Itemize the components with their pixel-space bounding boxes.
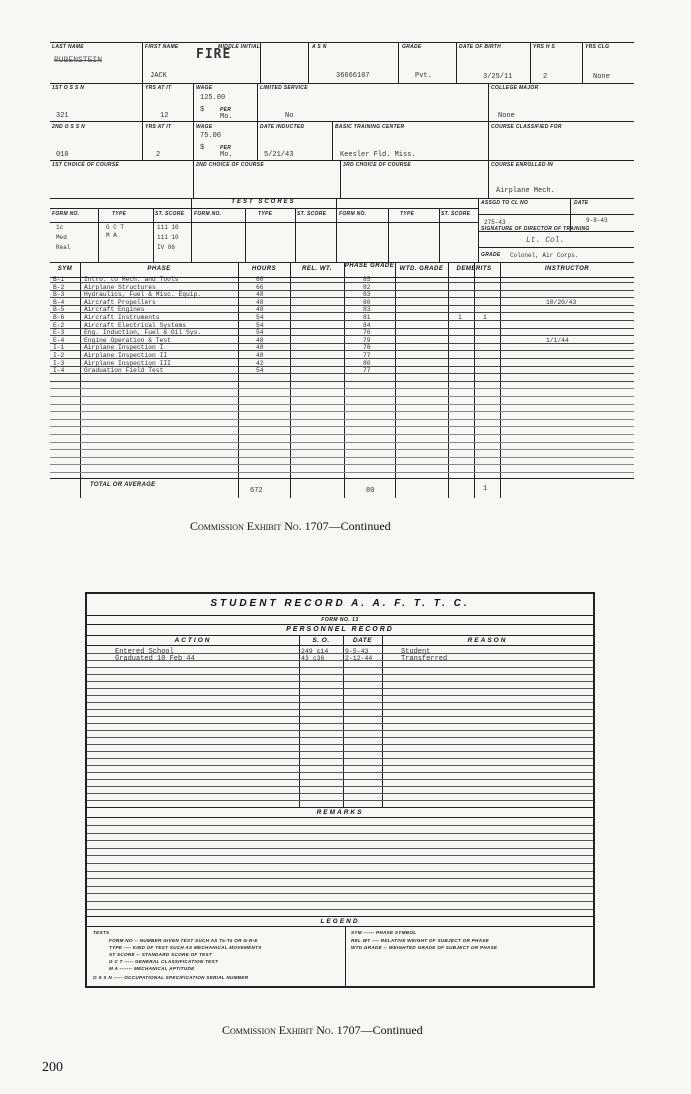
col-divider	[332, 121, 333, 160]
row-divider	[50, 222, 478, 223]
phase-row-line	[50, 449, 634, 450]
col-divider	[488, 83, 489, 198]
phase-cell-grade: 77	[363, 352, 371, 359]
phase-row-line	[50, 434, 634, 435]
col-divider	[308, 42, 309, 83]
label-signature: SIGNATURE OF DIRECTOR OF TRAINING	[481, 226, 590, 232]
phase-cell-sym: I-4	[53, 367, 65, 375]
personnel-record-title: PERSONNEL RECORD	[286, 626, 394, 633]
first-name-value: JACK	[150, 72, 167, 80]
col-divider	[388, 208, 389, 262]
col-action: ACTION	[174, 637, 212, 644]
ts-row-form: 1c	[56, 224, 64, 231]
course-enrolled-value: Airplane Mech.	[496, 187, 555, 195]
label-basic-training-center: BASIC TRAINING CENTER	[335, 124, 405, 130]
asn-value: 36666107	[336, 72, 370, 80]
personnel-row-line	[87, 800, 593, 801]
last-name-value: RUBENSTEIN	[54, 56, 103, 65]
phase-cell-hours: 54	[256, 329, 264, 337]
remarks-line	[87, 848, 593, 849]
col-divider	[193, 83, 194, 160]
so-value: 43 c36	[301, 655, 325, 662]
label-yrs-clg: YRS CLG	[585, 44, 610, 50]
per-label: PER	[220, 107, 232, 113]
col-divider	[142, 42, 143, 83]
phase-cell-phase: Eng. Induction, Fuel & Oil Sys.	[84, 329, 202, 337]
col-date: DATE	[352, 637, 373, 644]
remarks-line	[87, 878, 593, 879]
phase-cell-grade: 80	[363, 359, 371, 367]
phase-cell-hours: 54	[256, 314, 264, 321]
phase-row-line	[50, 464, 634, 465]
phase-cell-sym: I-3	[53, 359, 65, 367]
date-value: 2-12-44	[345, 655, 373, 662]
wage1-value: 125.00	[200, 94, 226, 102]
date-value: 9-5-43	[345, 648, 369, 655]
phase-cell-phase: Airplane Inspection III	[84, 359, 171, 367]
row-divider	[478, 214, 634, 215]
legend-item: FORM NO -- NUMBER GIVEN TEST SUCH AS Ta-Ta OR G-R-E	[109, 938, 258, 943]
caption-1	[190, 519, 391, 534]
row-divider	[87, 817, 593, 818]
col-reason: REASON	[467, 637, 508, 644]
ts-col-form-no-1: FORM NO.	[52, 211, 80, 217]
personnel-row-line	[87, 681, 593, 682]
phase-cell-grade: 80	[363, 298, 371, 306]
limited-service-value: No	[285, 112, 294, 120]
phase-cell-hours: 60	[256, 276, 264, 283]
legend-item: TESTS	[93, 930, 110, 935]
personnel-row-line	[87, 744, 593, 745]
label-yrs-at-it: YRS AT IT	[145, 85, 172, 91]
training-record-form	[50, 42, 634, 498]
phase-row-line	[50, 381, 634, 382]
row-divider	[87, 624, 593, 625]
ts-col-type-3: TYPE	[400, 211, 415, 217]
dollar-sign: $	[200, 106, 205, 114]
col-divider	[153, 208, 154, 262]
action-value: Entered School	[115, 648, 174, 656]
phase-cell-sym: E-4	[53, 336, 65, 344]
ts-col-form-no-3: FORM NO.	[339, 211, 367, 217]
personnel-row-line	[87, 716, 593, 717]
label-course-enrolled: COURSE ENROLLED IN	[491, 162, 554, 168]
col-sym: SYM	[57, 266, 73, 272]
yrs2-value: 2	[156, 151, 161, 159]
col-divider	[257, 83, 258, 160]
phase-cell-dem1: 1	[458, 314, 462, 321]
ts-row-form: Real	[56, 244, 71, 251]
phase-cell-hours: 48	[256, 352, 264, 359]
row-divider	[50, 262, 634, 263]
phase-cell-sym: B-4	[53, 298, 65, 306]
assigned-date: 9-8-43	[586, 217, 608, 224]
col-so: S. O.	[312, 637, 330, 644]
phase-cell-sym: E-3	[53, 329, 65, 337]
personnel-row-line	[87, 723, 593, 724]
label-1st-choice: 1ST CHOICE OF COURSE	[52, 162, 120, 168]
reason-value: Transferred	[401, 655, 448, 663]
page-number: 200	[42, 1060, 63, 1075]
label-assgd-date: DATE	[574, 200, 589, 206]
phase-row-line	[50, 419, 634, 420]
dob-value: 3/25/11	[483, 73, 513, 81]
remarks-title: REMARKS	[316, 809, 364, 816]
personnel-row-line	[87, 765, 593, 766]
personnel-row-line	[87, 709, 593, 710]
ts-row-type: G C T	[106, 224, 125, 231]
col-divider	[191, 198, 192, 262]
row-divider	[50, 160, 634, 161]
phase-cell-phase: Airplane Inspection II	[84, 352, 168, 359]
remarks-line	[87, 909, 593, 910]
phase-cell-sym: B-2	[53, 283, 65, 291]
ts-col-form-no-2: FORM NO.	[194, 211, 222, 217]
phase-cell-grade: 76	[363, 329, 371, 337]
caption-1-label: Commission Exhibit No. 1707	[190, 519, 329, 533]
phase-row-line	[50, 426, 634, 427]
personnel-row-line	[87, 688, 593, 689]
remarks-line	[87, 886, 593, 887]
personnel-row-line	[87, 730, 593, 731]
row-divider	[50, 83, 634, 84]
col-divider	[336, 198, 337, 262]
col-divider	[193, 160, 194, 198]
row-divider	[50, 121, 634, 122]
label-asn: A S N	[312, 44, 327, 50]
personnel-row-line	[87, 751, 593, 752]
total-grade: 80	[366, 487, 375, 495]
label-date-inducted: DATE INDUCTED	[260, 124, 305, 130]
col-divider	[439, 208, 440, 262]
remarks-line	[87, 840, 593, 841]
phase-cell-hours: 48	[256, 291, 264, 299]
phase-cell-phase: Aircraft Instruments	[84, 314, 160, 321]
phase-row-line	[50, 396, 634, 397]
label-college-major: COLLEGE MAJOR	[491, 85, 539, 91]
remarks-line	[87, 893, 593, 894]
col-divider	[340, 160, 341, 198]
label-ossn1: 1ST O S S N	[52, 85, 85, 91]
per2-value: Mo.	[220, 151, 233, 159]
legend-item: REL WT ---- RELATIVE WEIGHT OF SUBJECT OR PHASE	[351, 938, 489, 943]
form-no: FORM NO. 13	[321, 617, 359, 623]
personnel-row-line	[87, 674, 593, 675]
row-divider	[87, 916, 593, 917]
col-phase-grade: PHASE GRADE	[344, 263, 395, 269]
legend-item: ST SCORE -- STANDARD SCORE OF TEST	[109, 952, 213, 957]
phase-cell-phase: Aircraft Electrical Systems	[84, 321, 187, 329]
row-divider	[87, 615, 593, 616]
label-limited-service: LIMITED SERVICE	[260, 85, 308, 91]
label-3rd-choice: 3RD CHOICE OF COURSE	[343, 162, 411, 168]
inducted-value: 5/21/43	[264, 151, 294, 159]
row-divider	[87, 645, 593, 646]
legend-item: TYPE ---- KIND OF TEST SUCH AS MECHANICAL MOVEMENTS	[109, 945, 262, 950]
phase-cell-grade: 77	[363, 367, 371, 375]
ts-col-type-2: TYPE	[258, 211, 273, 217]
per-label-2: PER	[220, 145, 232, 151]
legend-item: SYM ------ PHASE SYMBOL	[351, 930, 417, 935]
phase-cell-sym: B-5	[53, 306, 65, 314]
label-grade: GRADE	[402, 44, 422, 50]
label-yrs-at-it-2: YRS AT IT	[145, 124, 172, 130]
total-label: TOTAL OR AVERAGE	[90, 482, 156, 488]
col-divider	[345, 926, 346, 986]
personnel-row-line	[87, 737, 593, 738]
personnel-row-line	[87, 779, 593, 780]
college-major-value: None	[498, 112, 515, 120]
col-divider	[398, 42, 399, 83]
col-wtd-grade: WTD. GRADE	[399, 266, 444, 272]
phase-row-line	[50, 457, 634, 458]
ts-row-form: Med	[56, 234, 67, 241]
col-instructor: INSTRUCTOR	[544, 266, 590, 272]
phase-cell-grade: 84	[363, 321, 371, 329]
phase-cell-phase: Airplane Inspection I	[84, 344, 164, 352]
yrs-hs-value: 2	[543, 73, 548, 81]
phase-cell-grade: 82	[363, 283, 371, 291]
phase-cell-sym: B-6	[53, 314, 65, 321]
label-assgd-grade: GRADE	[481, 252, 501, 258]
ts-col-st-score-3: ST. SCORE	[441, 211, 471, 217]
col-phase: PHASE	[147, 266, 171, 272]
col-divider	[530, 42, 531, 83]
personnel-row-line	[87, 758, 593, 759]
phase-cell-sym: B-1	[53, 276, 65, 283]
caption-2-label: Commission Exhibit No. 1707	[222, 1023, 361, 1037]
personnel-row-line	[87, 702, 593, 703]
caption-1-suffix: —Continued	[328, 519, 391, 533]
grade-value: Pvt.	[415, 72, 432, 80]
assigned-grade: Colonel, Air Corps.	[510, 252, 579, 259]
col-divider	[478, 198, 479, 262]
label-2nd-choice: 2ND CHOICE OF COURSE	[196, 162, 264, 168]
ts-col-st-score-2: ST. SCORE	[297, 211, 327, 217]
caption-2-suffix: —Continued	[360, 1023, 423, 1037]
ts-col-st-score-1: ST. SCORE	[155, 211, 185, 217]
phase-cell-hours: 48	[256, 344, 264, 352]
signature: Lt. Col.	[526, 236, 565, 245]
phase-cell-grade: 85	[363, 276, 371, 283]
col-rel-wt: REL. WT.	[302, 266, 332, 272]
ts-row-type: M A	[106, 232, 117, 239]
personnel-row-line	[87, 695, 593, 696]
phase-cell-phase: Aircraft Propellers	[84, 298, 156, 306]
phase-cell-grade: 83	[363, 306, 371, 314]
personnel-row-line	[87, 667, 593, 668]
label-dob: DATE OF BIRTH	[459, 44, 502, 50]
phase-cell-grade: 81	[363, 314, 371, 321]
row-divider	[478, 247, 634, 248]
remarks-line	[87, 901, 593, 902]
label-assgd-to-cl: ASSGD TO CL NO	[481, 200, 529, 206]
row-divider	[50, 198, 634, 199]
personnel-row-line	[87, 772, 593, 773]
phase-cell-grade: 83	[363, 291, 371, 299]
row-divider	[87, 926, 593, 927]
legend-item: O S S N ----- OCCUPATIONAL SPECIFICATION SERIAL NUMBER	[93, 975, 249, 980]
form-top-border	[50, 42, 634, 43]
col-demerits: DEMERITS	[456, 266, 492, 272]
remarks-line	[87, 871, 593, 872]
label-ossn2: 2ND O S S N	[52, 124, 86, 130]
remarks-line	[87, 833, 593, 834]
phase-cell-sym: I-1	[53, 344, 65, 352]
col-divider	[98, 208, 99, 262]
phase-cell-hours: 54	[256, 367, 264, 375]
btc-value: Keesler Fld. Miss.	[340, 151, 416, 159]
yrs1-value: 12	[160, 112, 169, 120]
col-divider	[295, 208, 296, 262]
total-divider	[50, 478, 634, 479]
phase-row-line	[50, 442, 634, 443]
row-divider	[87, 807, 593, 808]
reason-value: Student	[401, 648, 431, 656]
action-value: Graduated 10 Feb 44	[115, 655, 195, 663]
caption-2	[222, 1023, 423, 1038]
dollar-sign-2: $	[200, 144, 205, 152]
total-demerits: 1	[483, 485, 488, 493]
phase-cell-phase: Intro. to Mech. and Tools	[84, 276, 179, 283]
label-middle-initial: MIDDLE INITIAL	[218, 44, 261, 50]
phase-cell-grade: 78	[363, 344, 371, 352]
phase-cell-hours: 42	[256, 359, 264, 367]
phase-cell-grade: 79	[363, 336, 371, 344]
assigned-cl-no: 275-43	[484, 219, 506, 226]
total-hours: 672	[250, 487, 263, 495]
ts-row-score: IV 86	[157, 244, 176, 251]
test-scores-title: TEST SCORES	[231, 199, 296, 205]
label-wage: WAGE	[196, 85, 213, 91]
label-last-name: LAST NAME	[52, 44, 84, 50]
ossn2-value: 010	[56, 151, 69, 159]
phase-row-line	[50, 472, 634, 473]
phase-cell-sym: E-2	[53, 321, 65, 329]
phase-cell-hours: 48	[256, 306, 264, 314]
legend-item: G C T ----- GENERAL CLASSIFICATION TEST	[109, 959, 219, 964]
phase-cell-instr: 1/1/44	[546, 336, 569, 344]
phase-cell-instr: 10/20/43	[546, 298, 577, 306]
ts-col-type-1: TYPE	[112, 211, 127, 217]
phase-cell-hours: 48	[256, 336, 264, 344]
phase-cell-phase: Hydraulics, Fuel & Misc. Equip.	[84, 291, 202, 299]
fire-stamp: FIRE	[196, 47, 232, 62]
phase-row-line	[50, 388, 634, 389]
ts-row-score: 111 10	[157, 234, 179, 241]
label-course-classified: COURSE CLASSIFIED FOR	[491, 124, 562, 130]
phase-cell-phase: Engine Operation & Test	[84, 336, 171, 344]
per1-value: Mo.	[220, 113, 233, 121]
phase-cell-hours: 66	[256, 283, 264, 291]
label-first-name: FIRST NAME	[145, 44, 179, 50]
ts-row-score: 111 10	[157, 224, 179, 231]
phase-cell-sym: I-2	[53, 352, 65, 359]
label-yrs-hs: YRS H S	[533, 44, 556, 50]
phase-row-line	[50, 404, 634, 405]
row-divider	[87, 635, 593, 636]
student-record-form	[85, 592, 595, 988]
phase-cell-phase: Aircraft Engines	[84, 306, 145, 314]
student-record-title: STUDENT RECORD A. A. F. T. T. C.	[210, 598, 470, 609]
col-divider	[142, 83, 143, 160]
phase-cell-phase: Airplane Structures	[84, 283, 156, 291]
phase-cell-hours: 48	[256, 298, 264, 306]
phase-cell-phase: Graduation Field Test	[84, 367, 164, 375]
col-divider	[582, 42, 583, 83]
col-divider	[456, 42, 457, 83]
phase-cell-hours: 54	[256, 321, 264, 329]
phase-cell-sym: B-3	[53, 291, 65, 299]
phase-cell-dem2: 1	[483, 314, 487, 321]
so-value: 249 c14	[301, 648, 329, 655]
row-divider	[50, 208, 478, 209]
yrs-clg-value: None	[593, 73, 610, 81]
personnel-row-line	[87, 786, 593, 787]
phase-row-line	[50, 411, 634, 412]
remarks-line	[87, 863, 593, 864]
wage2-value: 75.00	[200, 132, 222, 140]
personnel-row-line	[87, 793, 593, 794]
ossn1-value: 321	[56, 112, 69, 120]
legend-title: LEGEND	[320, 918, 360, 925]
remarks-line	[87, 855, 593, 856]
legend-item: WTD GRADE -- WEIGHTED GRADE OF SUBJECT OR PHASE	[351, 945, 498, 950]
col-divider	[245, 208, 246, 262]
remarks-line	[87, 825, 593, 826]
col-hours: HOURS	[251, 266, 277, 272]
label-wage-2: WAGE	[196, 124, 213, 130]
legend-item: M A ------- MECHANICAL APTITUDE	[109, 966, 195, 971]
